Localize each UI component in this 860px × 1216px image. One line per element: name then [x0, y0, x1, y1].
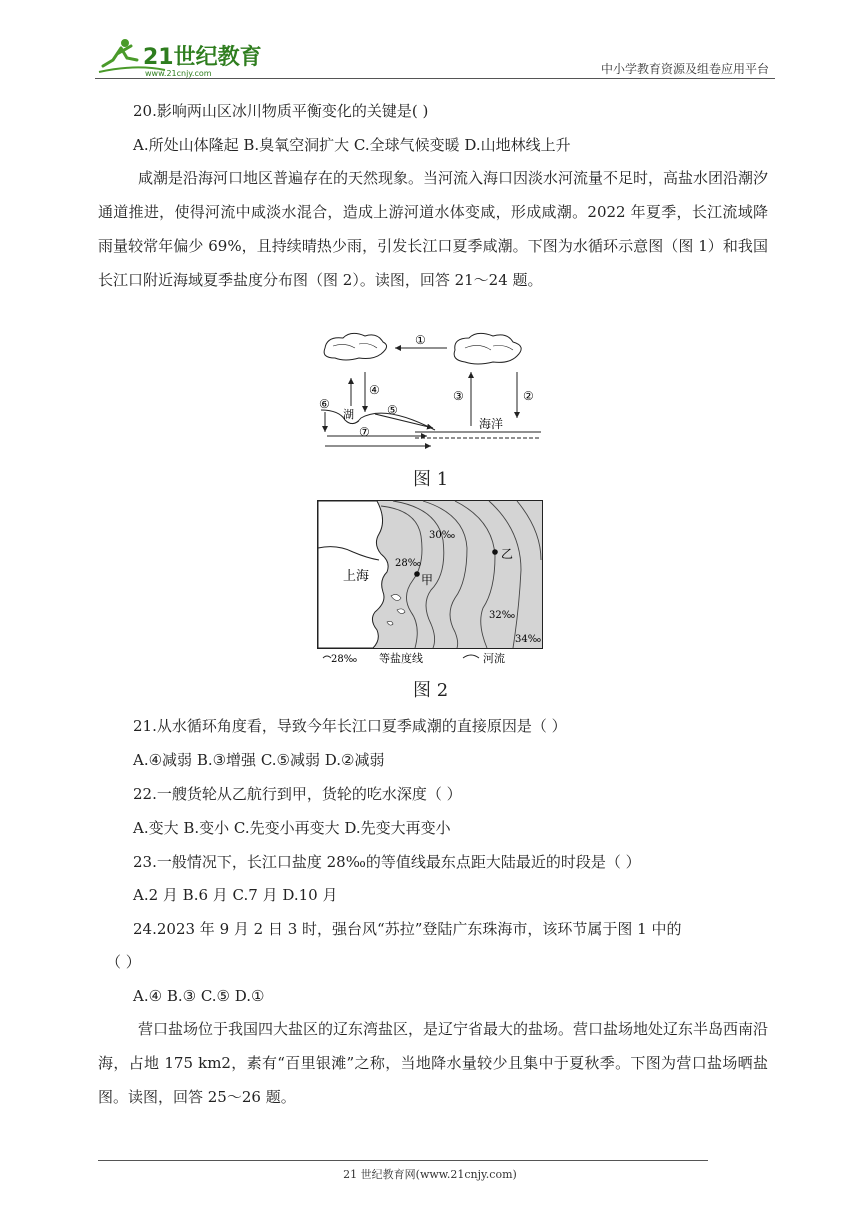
svg-text:乙: 乙 — [501, 547, 514, 561]
svg-text:②: ② — [523, 389, 534, 403]
figure2-caption: 图 2 — [413, 680, 449, 701]
svg-text:①: ① — [415, 333, 426, 347]
map-legend — [323, 651, 505, 665]
footer-divider — [98, 1160, 708, 1161]
svg-text:28‰: 28‰ — [395, 558, 422, 569]
svg-text:www.21cnjy.com: www.21cnjy.com — [145, 69, 212, 78]
svg-text:湖: 湖 — [343, 408, 354, 421]
land-surface — [321, 410, 435, 430]
svg-text:海洋: 海洋 — [479, 417, 504, 431]
svg-text:30‰: 30‰ — [429, 530, 456, 541]
svg-text:21世纪教育: 21世纪教育 — [143, 45, 262, 70]
figure1-water-cycle — [315, 328, 545, 458]
svg-text:等盐度线: 等盐度线 — [379, 652, 423, 665]
figure2-salinity-map — [317, 500, 543, 666]
site-logo — [95, 38, 265, 78]
svg-text:32‰: 32‰ — [489, 610, 516, 621]
svg-text:⑦: ⑦ — [359, 425, 370, 439]
q22-options: A.变大 B.变小 C.先变小再变大 D.先变大再变小 — [133, 819, 451, 837]
q20-options: A.所处山体隆起 B.臭氧空洞扩大 C.全球气候变暖 D.山地林线上升 — [133, 136, 571, 154]
passage-salt-tide: 咸潮是沿海河口地区普遍存在的天然现象。当河流入海口因淡水河流量不足时，高盐水团沿潮汐通道推进，使得河流中咸淡水混合，造成上游河道水体变咸，形成咸潮。2022 年夏季，长江流域降雨量较常年偏少 69%，且持续晴热少雨，引发长江口夏季咸潮。下图为水循环示意图（图 1）和我国长江口附近海域夏季盐度分布图（图 2）。读图，回答 21～24 题。 — [98, 169, 769, 289]
svg-text:上海: 上海 — [343, 569, 370, 584]
figure1-caption: 图 1 — [413, 469, 449, 490]
page-header — [95, 30, 775, 80]
svg-text:34‰: 34‰ — [515, 634, 542, 645]
q24-stem: 24.2023 年 9 月 2 日 3 时，强台风“苏拉”登陆广东珠海市，该环节属于图 1 中的 — [133, 920, 682, 938]
q24-options: A.④ B.③ C.⑤ D.① — [133, 987, 265, 1005]
q21-options: A.④减弱 B.③增强 C.⑤减弱 D.②减弱 — [133, 751, 385, 769]
passage-yingkou-salt: 营口盐场位于我国四大盐区的辽东湾盐区，是辽宁省最大的盐场。营口盐场地处辽东半岛西南沿海，占地 175 km2，素有“百里银滩”之称，当地降水量较少且集中于夏秋季。下图为营口盐场晒盐图。读图，回答 25～26 题。 — [98, 1020, 769, 1106]
q21-stem: 21.从水循环角度看，导致今年长江口夏季咸潮的直接原因是（ ） — [133, 717, 567, 735]
cloud-left — [324, 333, 386, 360]
q24-stem-cont: （ ） — [106, 953, 141, 971]
q22-stem: 22.一艘货轮从乙航行到甲，货轮的吃水深度（ ） — [133, 785, 462, 803]
svg-text:⑤: ⑤ — [387, 403, 398, 417]
q23-options: A.2 月 B.6 月 C.7 月 D.10 月 — [133, 886, 338, 904]
svg-text:⑥: ⑥ — [319, 397, 330, 411]
page-footer: 21 世纪教育网(www.21cnjy.com) — [343, 1168, 517, 1181]
svg-text:④: ④ — [369, 383, 380, 397]
header-divider — [95, 78, 775, 79]
point-jia — [414, 571, 420, 577]
svg-text:③: ③ — [453, 389, 464, 403]
svg-text:28‰: 28‰ — [331, 654, 358, 665]
q20-stem: 20.影响两山区冰川物质平衡变化的关键是( ) — [133, 102, 429, 120]
platform-name: 中小学教育资源及组卷应用平台 — [600, 62, 769, 76]
svg-text:甲: 甲 — [421, 573, 434, 587]
svg-text:河流: 河流 — [483, 652, 505, 665]
q23-stem: 23.一般情况下，长江口盐度 28‰的等值线最东点距大陆最近的时段是（ ） — [133, 853, 641, 871]
point-yi — [492, 549, 498, 555]
